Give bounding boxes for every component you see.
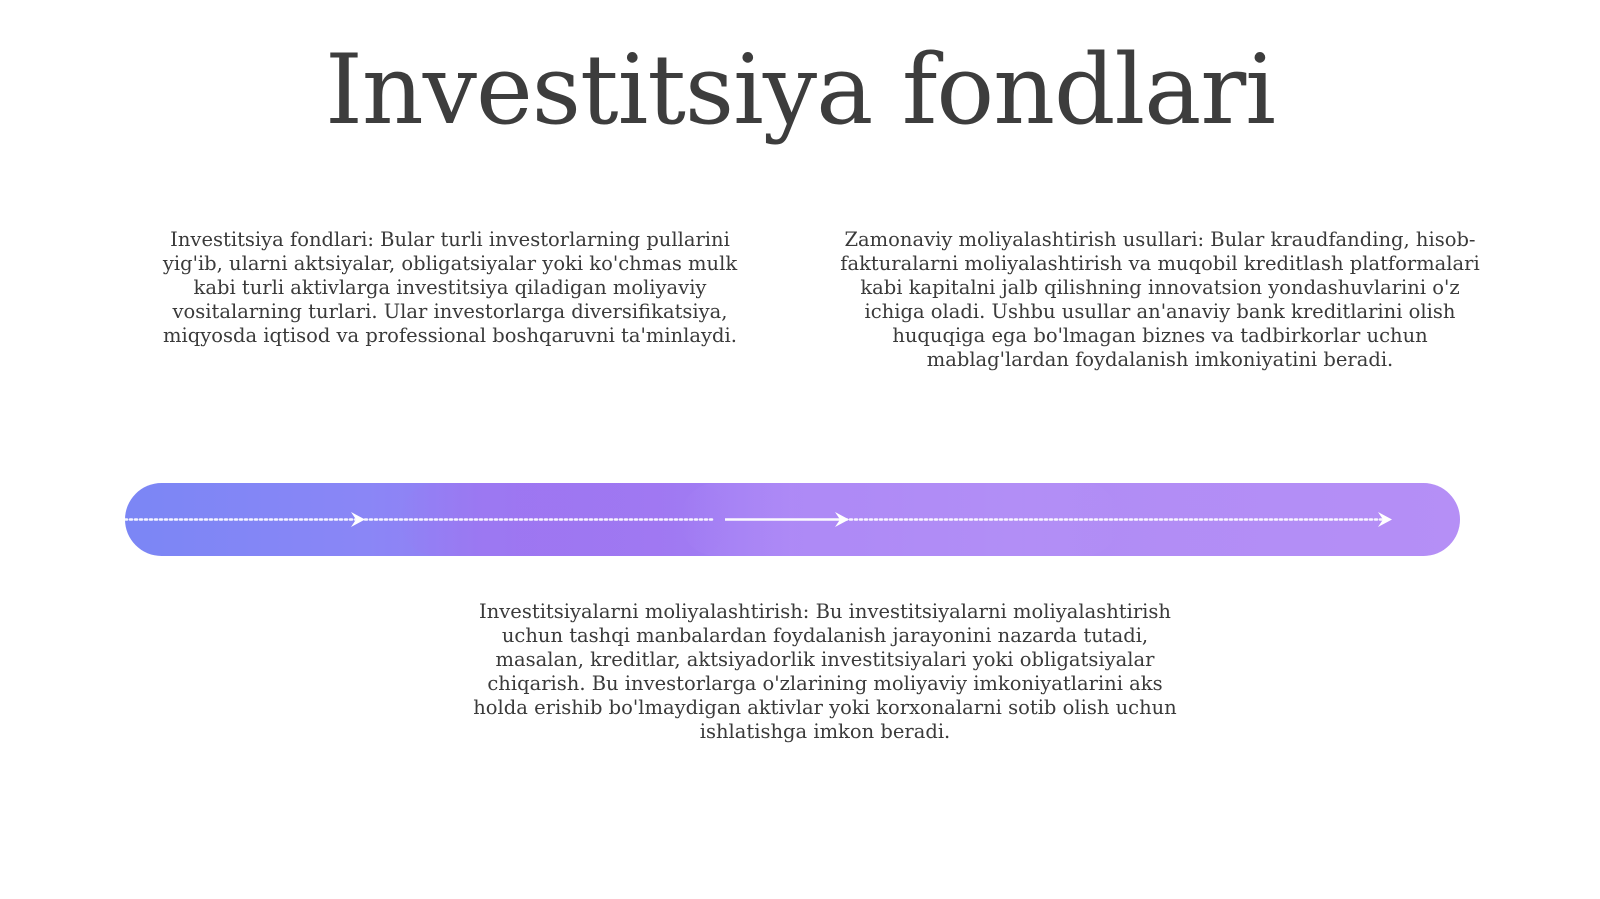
timeline-bar xyxy=(125,483,1460,556)
slide-title: Investitsiya fondlari xyxy=(324,34,1275,146)
text-block-investment-funds: Investitsiya fondlari: Bular turli investorlarning pullarini yig'ib, ularni aktsiyalar, obligatsiyalar yoki ko'chmas mulk kabi turli aktivlarga investitsiya qiladigan moliyaviy vositalarning turlari. Ular investorlarga diversifikatsiya, miqyosda iqtisod va professional boshqaruvni ta'minlaydi. xyxy=(162,228,738,347)
text-block-modern-financing: Zamonaviy moliyalashtirish usullari: Bular kraudfanding, hisob-fakturalarni moliyalashtirish va muqobil kreditlash platformalari kabi kapitalni jalb qilishning innovatsion yondashuvlarini o'z ichiga oladi. Ushbu usullar an'anaviy bank kreditlarini olish huquqiga ega bo'lmagan biznes va tadbirkorlar uchun mablag'lardan foydalanish imkoniyatini beradi. xyxy=(840,228,1480,371)
text-block-investment-financing: Investitsiyalarni moliyalashtirish: Bu investitsiyalarni moliyalashtirish uchun tashqi manbalardan foydalanish jarayonini nazarda tutadi, masalan, kreditlar, aktsiyadorlik investitsiyalari yoki obligatsiyalar chiqarish. Bu investorlarga o'zlarining moliyaviy imkoniyatlarini aks holda erishib bo'lmaydigan aktivlar yoki korxonalarni sotib olish uchun ishlatishga imkon beradi. xyxy=(473,600,1177,743)
timeline-track xyxy=(125,483,1460,556)
